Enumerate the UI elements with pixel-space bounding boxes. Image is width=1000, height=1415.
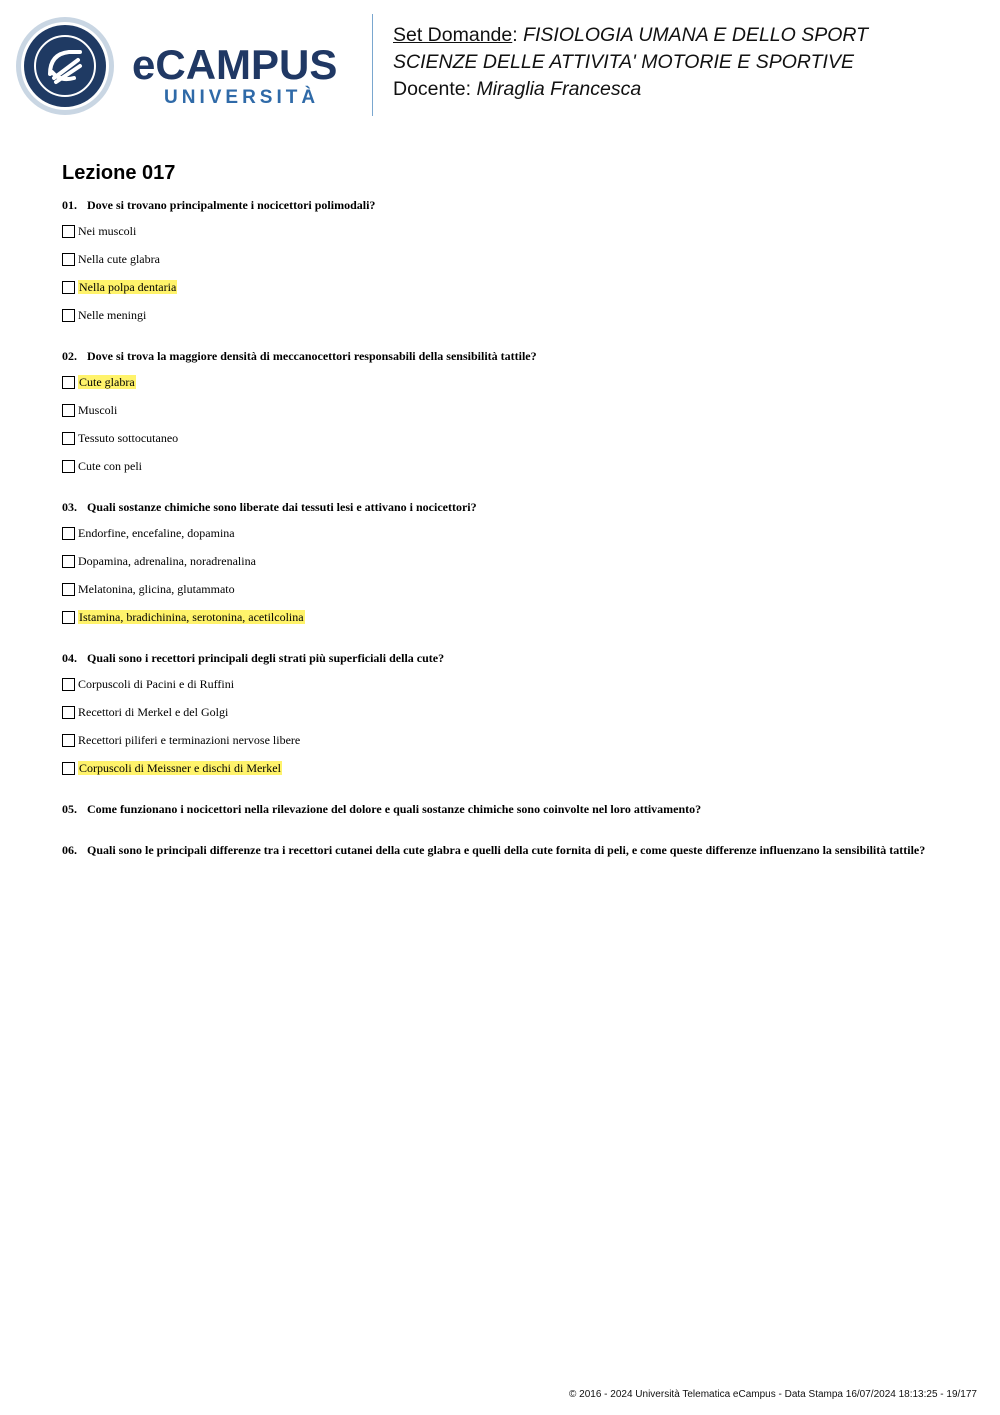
checkbox[interactable] xyxy=(62,225,75,238)
checkbox[interactable] xyxy=(62,583,75,596)
answer-option[interactable]: Cute con peli xyxy=(62,458,142,474)
answer-option[interactable]: Muscoli xyxy=(62,402,117,418)
checkbox[interactable] xyxy=(62,706,75,719)
answer-option[interactable]: Nei muscoli xyxy=(62,223,136,239)
question-text: Quali sono i recettori principali degli strati più superficiali della cute? xyxy=(87,651,445,665)
checkbox[interactable] xyxy=(62,527,75,540)
checkbox[interactable] xyxy=(62,460,75,473)
header-divider xyxy=(372,14,373,116)
answer-option-correct[interactable]: Cute glabra xyxy=(62,374,136,390)
brand-subtitle: UNIVERSITÀ xyxy=(164,87,320,108)
set-title: FISIOLOGIA UMANA E DELLO SPORT xyxy=(523,24,869,46)
question-text: Quali sono le principali differenze tra i recettori cutanei della cute glabra e quelli della cute fornita di peli, e come queste differenze influenzano la sensibilità tattile? xyxy=(87,843,926,857)
answer-option[interactable]: Corpuscoli di Pacini e di Ruffini xyxy=(62,676,234,692)
checkbox[interactable] xyxy=(62,678,75,691)
page-header xyxy=(0,0,1000,130)
checkbox[interactable] xyxy=(62,734,75,747)
question-text: Quali sostanze chimiche sono liberate dai tessuti lesi e attivano i nocicettori? xyxy=(87,500,477,514)
checkbox[interactable] xyxy=(62,555,75,568)
brand-name: eCAMPUS xyxy=(132,41,338,88)
university-seal-logo xyxy=(14,16,116,116)
answer-option-correct[interactable]: Corpuscoli di Meissner e dischi di Merkel xyxy=(62,760,282,776)
question-text: Dove si trova la maggiore densità di meccanocettori responsabili della sensibilità tattile? xyxy=(87,349,537,363)
question-text: Dove si trovano principalmente i nocicettori polimodali? xyxy=(87,198,376,212)
answer-option[interactable]: Tessuto sottocutaneo xyxy=(62,430,178,446)
header-info: Set Domande: FISIOLOGIA UMANA E DELLO SPORT SCIENZE DELLE ATTIVITA' MOTORIE E SPORTIVE Docente: Miraglia Francesca xyxy=(393,24,869,100)
checkbox[interactable] xyxy=(62,762,75,775)
checkbox[interactable] xyxy=(62,611,75,624)
checkbox[interactable] xyxy=(62,404,75,417)
answer-option[interactable]: Endorfine, encefaline, dopamina xyxy=(62,525,235,541)
checkbox[interactable] xyxy=(62,253,75,266)
question-03: 03. Quali sostanze chimiche sono liberate dai tessuti lesi e attivano i nocicettori? xyxy=(62,500,477,514)
answer-option-correct[interactable]: Nella polpa dentaria xyxy=(62,279,177,295)
answer-option-correct[interactable]: Istamina, bradichinina, serotonina, acetilcolina xyxy=(62,609,305,625)
teacher-label: Docente xyxy=(393,78,466,100)
answer-option[interactable]: Recettori piliferi e terminazioni nervose libere xyxy=(62,732,300,748)
answer-option[interactable]: Dopamina, adrenalina, noradrenalina xyxy=(62,553,256,569)
page-footer: © 2016 - 2024 Università Telematica eCampus - Data Stampa 16/07/2024 18:13:25 - 19/177 xyxy=(569,1389,977,1400)
checkbox[interactable] xyxy=(62,376,75,389)
checkbox[interactable] xyxy=(62,281,75,294)
lesson-title: Lezione 017 xyxy=(62,162,176,184)
question-01: 01. Dove si trovano principalmente i nocicettori polimodali? xyxy=(62,198,376,212)
question-05: 05. Come funzionano i nocicettori nella rilevazione del dolore e quali sostanze chimiche sono coinvolte nel loro attivamento? xyxy=(62,802,702,816)
answer-option[interactable]: Nella cute glabra xyxy=(62,251,160,267)
checkbox[interactable] xyxy=(62,309,75,322)
question-04: 04. Quali sono i recettori principali degli strati più superficiali della cute? xyxy=(62,651,445,665)
teacher-name: Miraglia Francesca xyxy=(476,78,642,100)
set-label: Set Domande xyxy=(393,24,513,46)
brand-wordmark xyxy=(132,40,362,115)
question-02: 02. Dove si trova la maggiore densità di meccanocettori responsabili della sensibilità tattile? xyxy=(62,349,537,363)
checkbox[interactable] xyxy=(62,432,75,445)
answer-option[interactable]: Melatonina, glicina, glutammato xyxy=(62,581,235,597)
question-text: Come funzionano i nocicettori nella rilevazione del dolore e quali sostanze chimiche sono coinvolte nel loro attivamento? xyxy=(87,802,702,816)
course-name: SCIENZE DELLE ATTIVITA' MOTORIE E SPORTIVE xyxy=(393,51,854,73)
answer-option[interactable]: Nelle meningi xyxy=(62,307,146,323)
question-06: 06. Quali sono le principali differenze tra i recettori cutanei della cute glabra e quelli della cute fornita di peli, e come queste differenze influenzano la sensibilità tattile? xyxy=(62,843,926,857)
answer-option[interactable]: Recettori di Merkel e del Golgi xyxy=(62,704,228,720)
